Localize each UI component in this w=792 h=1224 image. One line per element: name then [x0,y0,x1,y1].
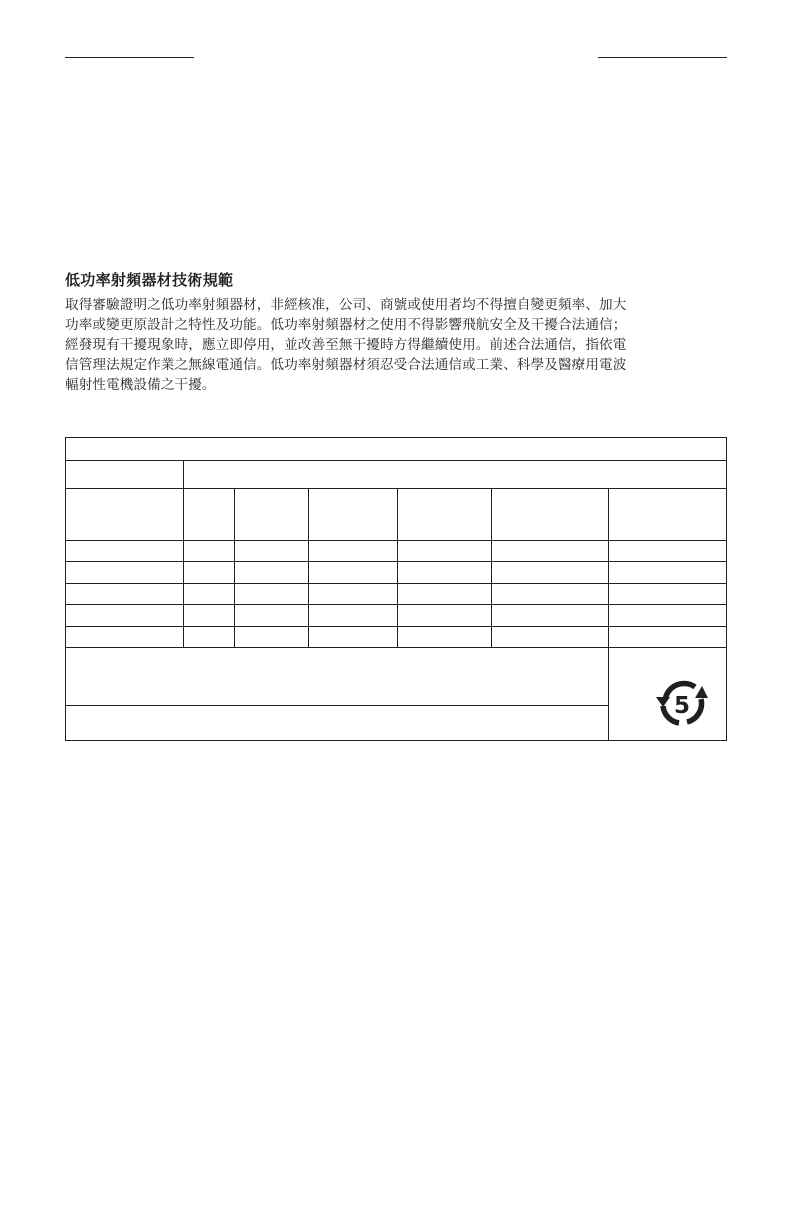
table-rule-group-header [66,488,726,489]
efup-5-year-icon [650,676,714,732]
table-rule-title [66,460,726,461]
table-rule-row [66,604,726,605]
table-col-divider [608,488,609,740]
regulation-paragraph [65,295,729,395]
section-title: 低功率射頻器材技術規範 [65,271,234,289]
paragraph-line: 輻射性電機設備之干擾。 [65,377,216,393]
table-col-divider [308,488,309,647]
paragraph-line: 經發現有干擾現象時，應立即停用，並改善至無干擾時方得繼續使用。前述合法通信，指依電 [65,337,627,353]
table-rule-row [66,583,726,584]
logo-cell [638,668,726,740]
paragraph-line: 信管理法規定作業之無線電通信。低功率射頻器材須忍受合法通信或工業、科學及醫療用電波 [65,357,627,373]
table-rule-row [66,561,726,562]
paragraph-line: 功率或變更原設計之特性及功能。低功率射頻器材之使用不得影響飛航安全及干擾合法通信； [65,317,627,333]
table-col-divider [491,488,492,647]
paragraph-line: 取得審驗證明之低功率射頻器材，非經核准，公司、商號或使用者均不得擅自變更頻率、加大 [65,297,627,313]
restricted-substances-table [65,437,727,741]
table-rule-note [66,705,608,706]
efup-number: 5 [673,693,691,719]
header-rule-right [598,57,727,58]
table-rule-row [66,647,726,648]
table-col-divider [397,488,398,647]
table-rule-row [66,626,726,627]
table-col-divider [183,460,184,647]
table-rule-column-header [66,540,726,541]
table-col-divider [234,488,235,647]
header-rule-left [65,57,194,58]
